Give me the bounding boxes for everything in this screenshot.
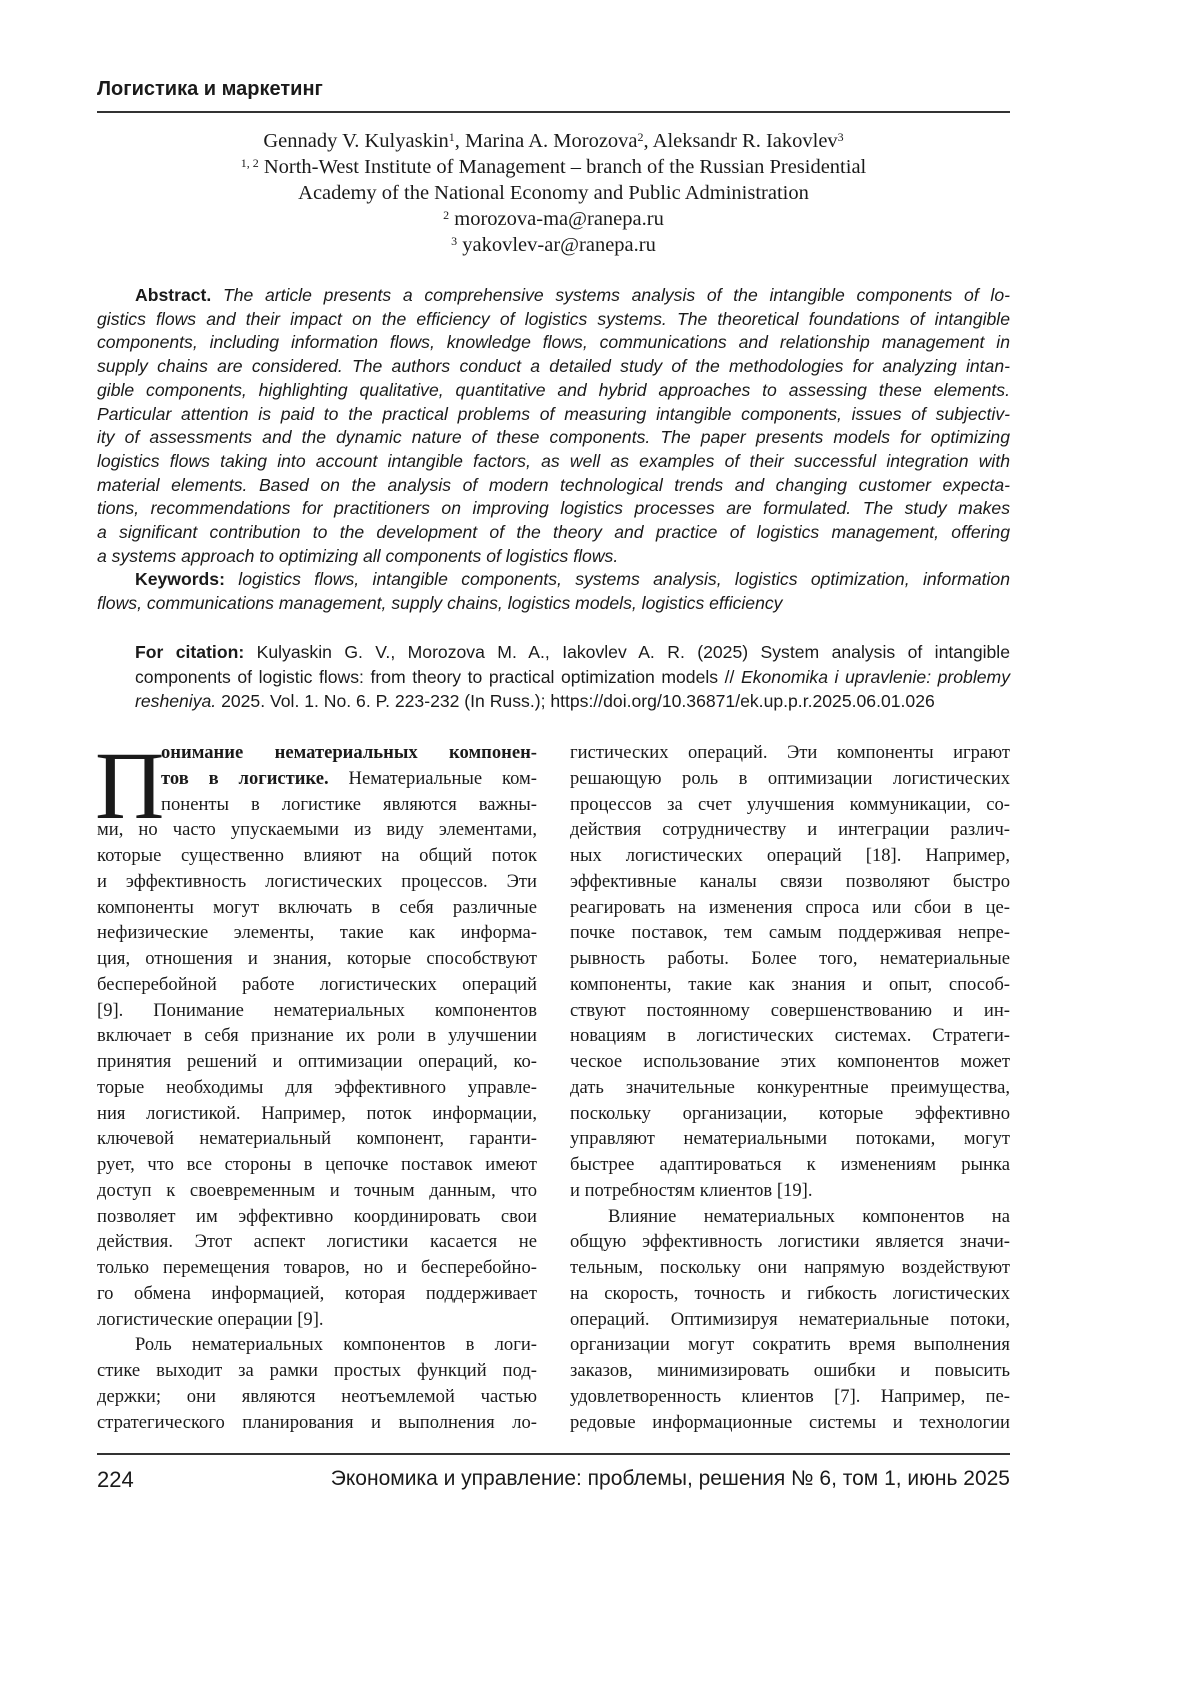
- body-line: процессов за счет улучшения коммуникации, со-: [570, 793, 1010, 815]
- author-names: [97, 128, 1010, 154]
- citation: [135, 640, 1010, 714]
- author-name: , Marina A. Morozova: [454, 130, 638, 152]
- citation-line: [135, 640, 1010, 665]
- page-number: 224: [97, 1467, 134, 1492]
- abstract-text: gistics flows and their impact on the efficiency of logistics systems. The theoretical foundations of intangible: [97, 308, 1010, 329]
- affiliation-sup: 1, 2: [240, 156, 259, 170]
- abstract-text: components, including information flows, knowledge flows, communications and relationship management in: [97, 332, 1010, 353]
- abstract-text: gible components, highlighting qualitative, quantitative and hybrid approaches to assessing these elements.: [97, 379, 1010, 400]
- abstract-text: The article presents a comprehensive systems analysis of the intangible components of lo-: [211, 285, 1010, 305]
- abstract-text: a systems approach to optimizing all components of logistics flows.: [97, 545, 619, 566]
- keywords-text: logistics flows, intangible components, systems analysis, logistics optimization, information: [224, 569, 1010, 589]
- citation-line: [135, 689, 1010, 714]
- body-line: Роль нематериальных компонентов в логи-: [135, 1334, 537, 1356]
- abstract-text: supply chains are considered. The authors conduct a detailed study of the methodologies for analyzing intan-: [97, 356, 1010, 377]
- affiliation-line: North-West Institute of Management – branch of the Russian Presidential: [258, 156, 867, 178]
- body-line: организации могут сократить время выполнения: [570, 1334, 1010, 1356]
- body-line: гистических операций. Эти компоненты играют: [570, 742, 1010, 763]
- affiliation: [97, 154, 1010, 180]
- body-line: торые необходимы для эффективного управле-: [97, 1076, 537, 1098]
- abstract-line: [97, 474, 1010, 498]
- body-line: эффективные каналы связи позволяют быстро: [570, 870, 1010, 892]
- abstract-text: Particular attention is paid to the practical problems of measuring intangible components, issues of subjectiv-: [97, 403, 1010, 424]
- body-line: ных логистических операций [18]. Например,: [570, 845, 1010, 866]
- body-line: реагировать на изменения спроса или сбои в це-: [570, 896, 1010, 918]
- body-line: почке поставок, тем самым поддерживая непре-: [570, 922, 1010, 944]
- body-line: держки; они являются неотъемлемой частью: [97, 1385, 537, 1407]
- body-line: ключевой нематериальный компонент, гаранти-: [97, 1128, 537, 1150]
- email-link[interactable]: morozova-ma@ranepa.ru: [449, 208, 664, 230]
- body-line: го обмена информацией, которая поддерживает: [97, 1282, 537, 1304]
- abstract-line: [97, 308, 1010, 332]
- body-line: ми, но часто упускаемыми из виду элементами,: [97, 819, 537, 841]
- email-sup: 2: [443, 208, 450, 222]
- body-line: которые существенно влияют на общий поток: [97, 845, 537, 866]
- body-line: ческое использование этих компонентов может: [570, 1051, 1010, 1072]
- header-rule: [97, 111, 1010, 113]
- body-column-right: [570, 740, 1010, 1435]
- section-header: Логистика и маркетинг: [97, 78, 323, 100]
- body-line: доступ к своевременным и точным данным, что: [97, 1179, 537, 1201]
- lead-bold: тов в логистике.: [161, 767, 329, 789]
- body-line: действия сотрудничеству и интеграции различ-: [570, 819, 1010, 841]
- author-sup: 2: [637, 130, 644, 144]
- body-line: [9]. Понимание нематериальных компонентов: [97, 999, 537, 1021]
- citation-text: components of logistic flows: from theory to practical optimization models //: [135, 666, 741, 687]
- abstract-text: ity of assessments and the dynamic nature of these components. The paper presents models for optimizing: [97, 427, 1010, 448]
- authors-block: [97, 128, 1010, 258]
- keywords-label: Keywords:: [135, 569, 225, 589]
- body-line: включает в себя признание их роли в улучшении: [97, 1025, 537, 1047]
- abstract: [97, 284, 1010, 568]
- author-name: Gennady V. Kulyaskin: [263, 130, 449, 152]
- abstract-line: [97, 355, 1010, 379]
- author-name: , Aleksandr R. Iakovlev: [643, 130, 838, 152]
- body-line: рует, что все стороны в цепочке поставок имеют: [97, 1154, 537, 1175]
- body-line: [97, 740, 537, 766]
- body-line: редовые информационные системы и технологии: [570, 1411, 1010, 1433]
- body-line: удовлетворенность клиентов [7]. Например, пе-: [570, 1385, 1010, 1407]
- body-line: бесперебойной работе логистических операций: [97, 973, 537, 995]
- drop-cap: П: [95, 732, 165, 839]
- citation-text: Kulyaskin G. V., Morozova M. A., Iakovlev A. R. (2025) System analysis of intangible: [244, 642, 1010, 662]
- body-line: заказов, минимизировать ошибки и повысить: [570, 1360, 1010, 1381]
- body-line: позволяет им эффективно координировать свои: [97, 1205, 537, 1227]
- body-line: ция, отношения и знания, которые способствуют: [97, 948, 537, 969]
- abstract-text: a significant contribution to the development of the theory and practice of logistics management, offering: [97, 522, 1010, 543]
- author-sup: 1: [448, 130, 455, 144]
- abstract-line: [97, 497, 1010, 521]
- body-line: дать значительные конкурентные преимущества,: [570, 1076, 1010, 1098]
- abstract-line: [97, 545, 1010, 569]
- body-line: стике выходит за рамки простых функций под-: [97, 1360, 537, 1381]
- citation-doi[interactable]: 2025. Vol. 1. No. 6. P. 223-232 (In Russ.); https://doi.org/10.36871/ek.up.p.r.2025.06.01.026: [216, 691, 935, 711]
- body-line: ствуют постоянному совершенствованию и ин-: [570, 999, 1010, 1021]
- body-line: принятия решений и оптимизации операций, ко-: [97, 1051, 537, 1072]
- journal-footer: Экономика и управление: проблемы, решения № 6, том 1, июнь 2025: [330, 1467, 1010, 1490]
- body-line: Влияние нематериальных компонентов на: [608, 1205, 1010, 1227]
- body-line: управляют нематериальными потоками, могут: [570, 1128, 1010, 1150]
- citation-journal: resheniya.: [135, 691, 217, 711]
- body-line: логистические операции [9].: [97, 1308, 324, 1330]
- body-line: рывность работы. Более того, нематериальные: [570, 948, 1010, 969]
- abstract-line: [97, 284, 1010, 308]
- abstract-label: Abstract.: [135, 285, 212, 305]
- abstract-text: logistics flows taking into account intangible factors, as well as examples of their successful integration with: [97, 450, 1010, 471]
- body-line: операций. Оптимизируя нематериальные потоки,: [570, 1308, 1010, 1330]
- body-column-left: [95, 732, 537, 1435]
- keywords-line: [97, 592, 1010, 616]
- author-sup: 3: [837, 130, 844, 144]
- abstract-line: [97, 426, 1010, 450]
- abstract-line: [97, 379, 1010, 403]
- body-line: общую эффективность логистики является значи-: [570, 1231, 1010, 1253]
- abstract-line: [97, 331, 1010, 355]
- keywords-text: flows, communications management, supply chains, logistics models, logistics efficiency: [97, 592, 783, 613]
- body-line: поскольку организации, которые эффективно: [570, 1102, 1010, 1124]
- lead-bold: онимание нематериальных компонен-: [161, 742, 537, 763]
- citation-line: [135, 665, 1010, 690]
- citation-journal: Ekonomika i upravlenie: problemy: [740, 666, 1010, 687]
- body-line: компоненты, такие как знания и опыт, способ-: [570, 973, 1010, 995]
- affiliation: Academy of the National Economy and Public Administration: [298, 182, 809, 204]
- email-sup: 3: [451, 234, 458, 248]
- body-line: быстрее адаптироваться к изменениям рынка: [570, 1154, 1010, 1175]
- abstract-text: tions, recommendations for practitioners on improving logistics processes are formulated. The study makes: [97, 498, 1010, 519]
- body-line: новациям в логистических системах. Стратеги-: [570, 1025, 1010, 1047]
- body-line: и потребностям клиентов [19].: [570, 1179, 813, 1201]
- abstract-text: material elements. Based on the analysis of modern technological trends and changing customer expecta-: [97, 474, 1010, 495]
- keywords: [97, 568, 1010, 615]
- abstract-line: [97, 450, 1010, 474]
- body-line: нефизические элементы, такие как информа-: [97, 922, 537, 944]
- body-line: решающую роль в оптимизации логистических: [570, 767, 1010, 789]
- body-line: действия. Этот аспект логистики касается не: [97, 1231, 537, 1253]
- body-line: поненты в логистике являются важны-: [161, 793, 537, 815]
- body-line: стратегического планирования и выполнения ло-: [97, 1411, 537, 1433]
- abstract-line: [97, 521, 1010, 545]
- body-line: на скорость, точность и гибкость логистических: [570, 1282, 1010, 1304]
- body-line: ния логистикой. Например, поток информации,: [97, 1102, 537, 1124]
- email: [97, 206, 1010, 232]
- body-line: тельным, поскольку они напрямую воздействуют: [570, 1257, 1010, 1278]
- citation-label: For citation:: [135, 642, 245, 662]
- email-link[interactable]: yakovlev-ar@ranepa.ru: [457, 234, 656, 256]
- body-line: компоненты могут включать в себя различные: [97, 896, 537, 918]
- keywords-line: [97, 568, 1010, 592]
- body-line: [97, 766, 537, 792]
- body-text: Нематериальные ком-: [328, 767, 537, 789]
- email: [97, 232, 1010, 258]
- body-line: и эффективность логистических процессов. Эти: [97, 870, 537, 892]
- body-line: только перемещения товаров, но и бесперебойно-: [97, 1257, 537, 1278]
- abstract-line: [97, 403, 1010, 427]
- footer-rule: [97, 1453, 1010, 1455]
